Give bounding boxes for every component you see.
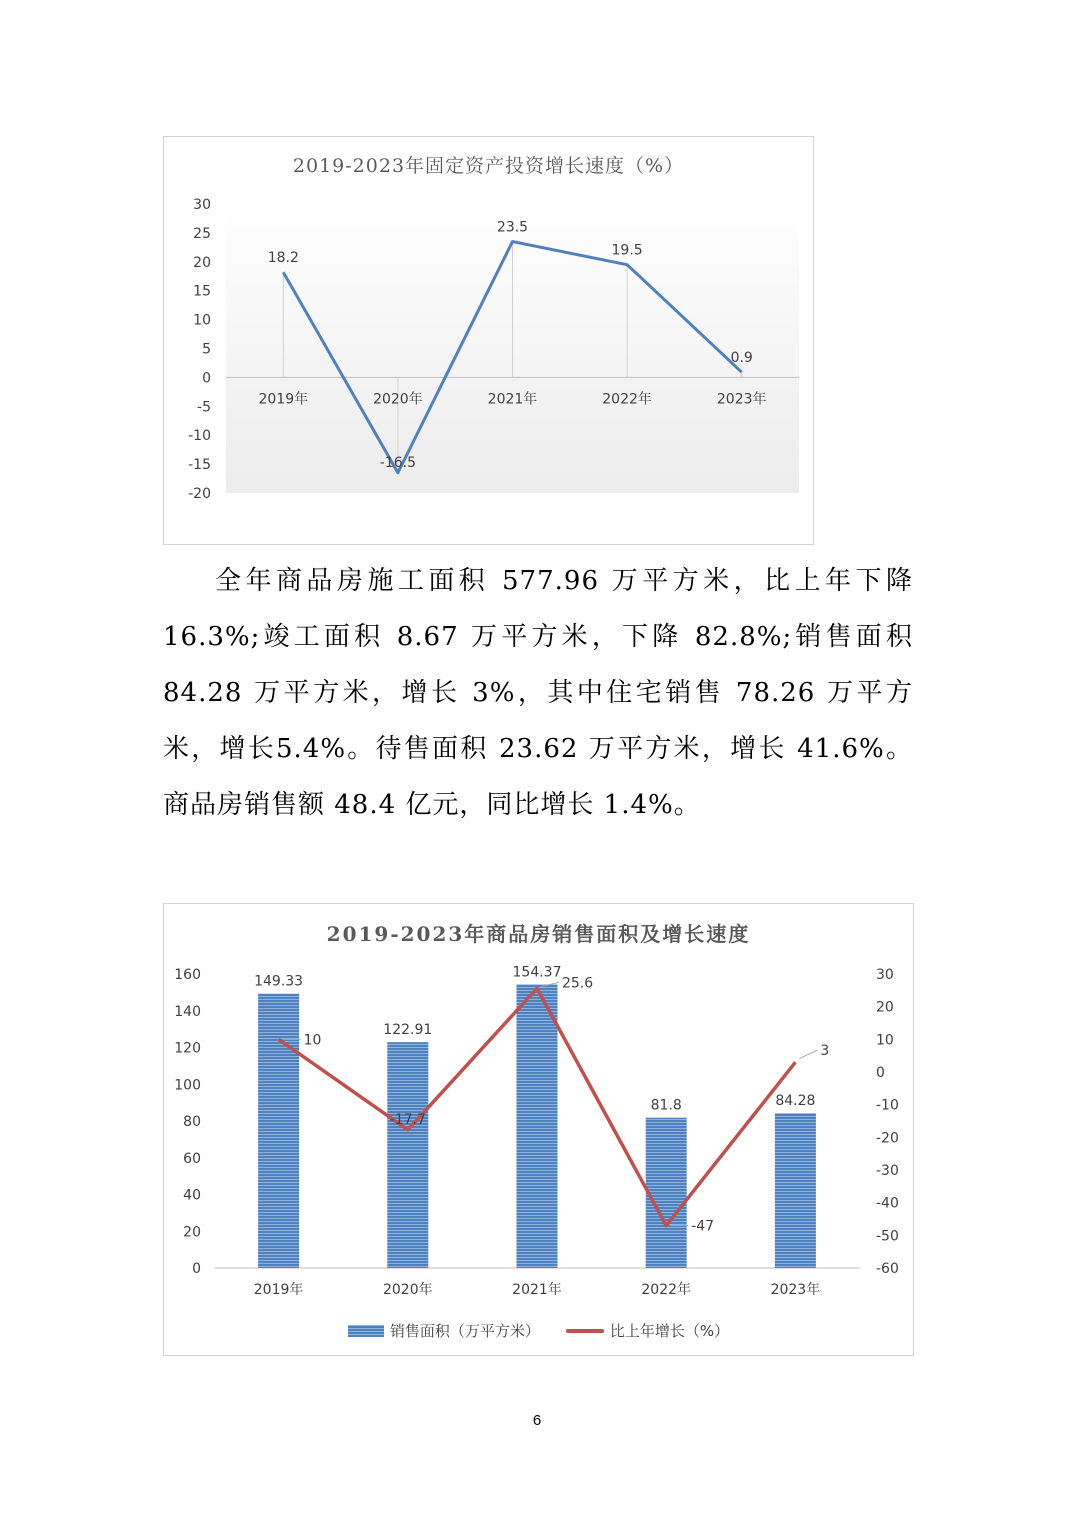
y-right-tick-label: -60: [876, 1261, 899, 1277]
y-right-tick-label: -20: [876, 1130, 899, 1147]
bar-data-label: 84.28: [775, 1093, 816, 1110]
data-label: 0.9: [730, 350, 753, 367]
legend-label: 比上年增长（%）: [609, 1322, 730, 1340]
x-tick-label: 2022年: [602, 391, 652, 408]
y-tick-label: -20: [188, 486, 211, 502]
body-paragraph: [163, 553, 913, 833]
bar: [387, 1042, 428, 1268]
y-tick-label: -5: [197, 399, 211, 416]
data-label: 23.5: [496, 219, 529, 236]
y-left-tick-label: 140: [174, 1003, 201, 1020]
y-tick-label: 15: [193, 283, 211, 300]
y-tick-label: 25: [193, 225, 211, 242]
y-right-tick-label: 20: [876, 999, 894, 1016]
data-label: 19.5: [611, 242, 643, 259]
chart-title: 2019-2023年固定资产投资增长速度（%）: [292, 155, 685, 177]
y-left-tick-label: 20: [183, 1224, 201, 1241]
data-label: 18.2: [267, 250, 299, 267]
line-data-label: 3: [820, 1043, 830, 1060]
page-number: 6: [532, 1412, 542, 1429]
bar: [775, 1113, 816, 1268]
x-tick-label: 2022年: [641, 1282, 692, 1298]
x-tick-label: 2021年: [512, 1282, 562, 1298]
y-right-tick-label: 0: [876, 1065, 885, 1081]
y-right-tick-label: 30: [876, 967, 894, 983]
x-tick-label: 2023年: [770, 1282, 821, 1298]
x-tick-label: 2021年: [487, 391, 538, 408]
sales-area-plot: [164, 904, 915, 1357]
legend-item-sales-area: [348, 1320, 540, 1341]
bar: [517, 984, 558, 1268]
investment-growth-plot: [164, 137, 815, 546]
paragraph-text: 全年商品房施工面积 577.96 万平方米，比上年下降16.3%;竣工面积 8.67 万平方米，下降 82.8%;销售面积 84.28 万平方米，增长 3%，其中住宅销售 78.26 万平方米，增长5.4%。待售面积 23.62 万平方米，增长 41.6%。商品房销售额 48.4 亿元，同比增长 1.4%。: [163, 566, 913, 820]
y-left-tick-label: 0: [192, 1261, 201, 1277]
bar: [258, 994, 299, 1268]
y-right-tick-label: 10: [876, 1032, 894, 1049]
x-tick-label: 2019年: [258, 391, 309, 408]
y-tick-label: 5: [202, 341, 211, 358]
y-right-tick-label: -30: [876, 1163, 899, 1179]
x-tick-label: 2023年: [716, 391, 767, 408]
data-label: -16.5: [379, 454, 417, 471]
leader-line: [799, 1050, 817, 1058]
legend-swatch-line: [566, 1329, 604, 1333]
y-tick-label: 20: [193, 254, 211, 271]
line-data-label: -17.7: [389, 1111, 426, 1128]
investment-growth-chart: [163, 136, 814, 545]
x-tick-label: 2020年: [373, 391, 423, 408]
bar: [646, 1118, 687, 1268]
chart-title: 2019-2023年商品房销售面积及增长速度: [326, 922, 751, 946]
x-tick-label: 2019年: [253, 1282, 304, 1298]
legend-label: 销售面积（万平方米）: [389, 1322, 540, 1340]
y-left-tick-label: 100: [174, 1077, 201, 1094]
y-left-tick-label: 120: [174, 1040, 201, 1057]
y-right-tick-label: -10: [876, 1097, 899, 1114]
x-tick-label: 2020年: [382, 1282, 433, 1298]
legend-swatch-bar: [348, 1325, 384, 1337]
y-left-tick-label: 40: [183, 1187, 201, 1204]
bar-data-label: 149.33: [254, 973, 304, 990]
bar-data-label: 81.8: [650, 1097, 682, 1114]
y-left-tick-label: 160: [174, 967, 201, 983]
bar-data-label: 122.91: [383, 1022, 433, 1039]
y-tick-label: -15: [188, 457, 211, 474]
line-data-label: -47: [691, 1218, 715, 1235]
bar-data-label: 154.37: [512, 964, 562, 981]
line-data-label: 25.6: [562, 975, 594, 992]
legend-item-growth: [566, 1320, 729, 1341]
line-data-label: 10: [303, 1032, 322, 1049]
y-tick-label: 30: [193, 197, 211, 213]
y-left-tick-label: 80: [183, 1114, 201, 1130]
y-tick-label: -10: [188, 428, 211, 445]
y-tick-label: 0: [202, 370, 211, 387]
chart-legend: [164, 1320, 913, 1341]
y-right-tick-label: -40: [876, 1195, 899, 1212]
y-tick-label: 10: [193, 312, 211, 329]
sales-area-chart: [163, 903, 914, 1356]
y-left-tick-label: 60: [183, 1150, 201, 1167]
y-right-tick-label: -50: [876, 1228, 899, 1245]
